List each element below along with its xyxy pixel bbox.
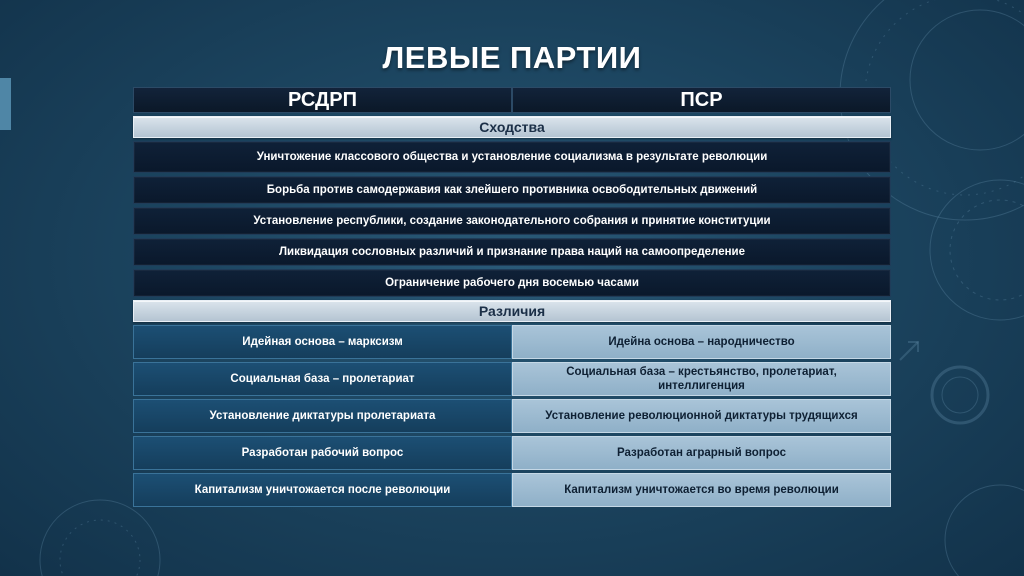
section-similarities [133,116,891,138]
difference-psr-cell: Разработан аграрный вопрос [512,436,891,470]
left-accent-bar [0,78,11,130]
similarity-cell: Уничтожение классового общества и установление социализма в результате революции [133,141,891,173]
section-similarities-label: Сходства [133,116,891,138]
similarity-cell: Ограничение рабочего дня восемью часами [133,269,891,297]
table-row [133,362,891,396]
difference-rsdrp-cell: Идейная основа – марксизм [133,325,512,359]
difference-rsdrp-cell: Разработан рабочий вопрос [133,436,512,470]
difference-psr-cell: Установление революционной диктатуры трудящихся [512,399,891,433]
comparison-table [133,87,891,510]
slide-title: ЛЕВЫЕ ПАРТИИ [382,40,642,75]
difference-rsdrp-cell: Установление диктатуры пролетариата [133,399,512,433]
difference-rsdrp-cell: Социальная база – пролетариат [133,362,512,396]
difference-psr-cell: Идейна основа – народничество [512,325,891,359]
table-row [133,399,891,433]
similarity-cell: Борьба против самодержавия как злейшего противника освободительных движений [133,176,891,204]
table-row [133,141,891,173]
header-rsdrp: РСДРП [133,87,512,113]
table-row [133,207,891,235]
difference-psr-cell: Социальная база – крестьянство, пролетариат, интеллигенция [512,362,891,396]
similarity-cell: Ликвидация сословных различий и признание права наций на самоопределение [133,238,891,266]
table-row [133,325,891,359]
table-row [133,473,891,507]
section-differences-label: Различия [133,300,891,322]
difference-rsdrp-cell: Капитализм уничтожается после революции [133,473,512,507]
table-row [133,176,891,204]
section-differences [133,300,891,322]
table-row [133,436,891,470]
table-row [133,269,891,297]
similarity-cell: Установление республики, создание законодательного собрания и принятие конституции [133,207,891,235]
table-row [133,238,891,266]
difference-psr-cell: Капитализм уничтожается во время революции [512,473,891,507]
header-psr: ПСР [512,87,891,113]
table-header-row [133,87,891,113]
